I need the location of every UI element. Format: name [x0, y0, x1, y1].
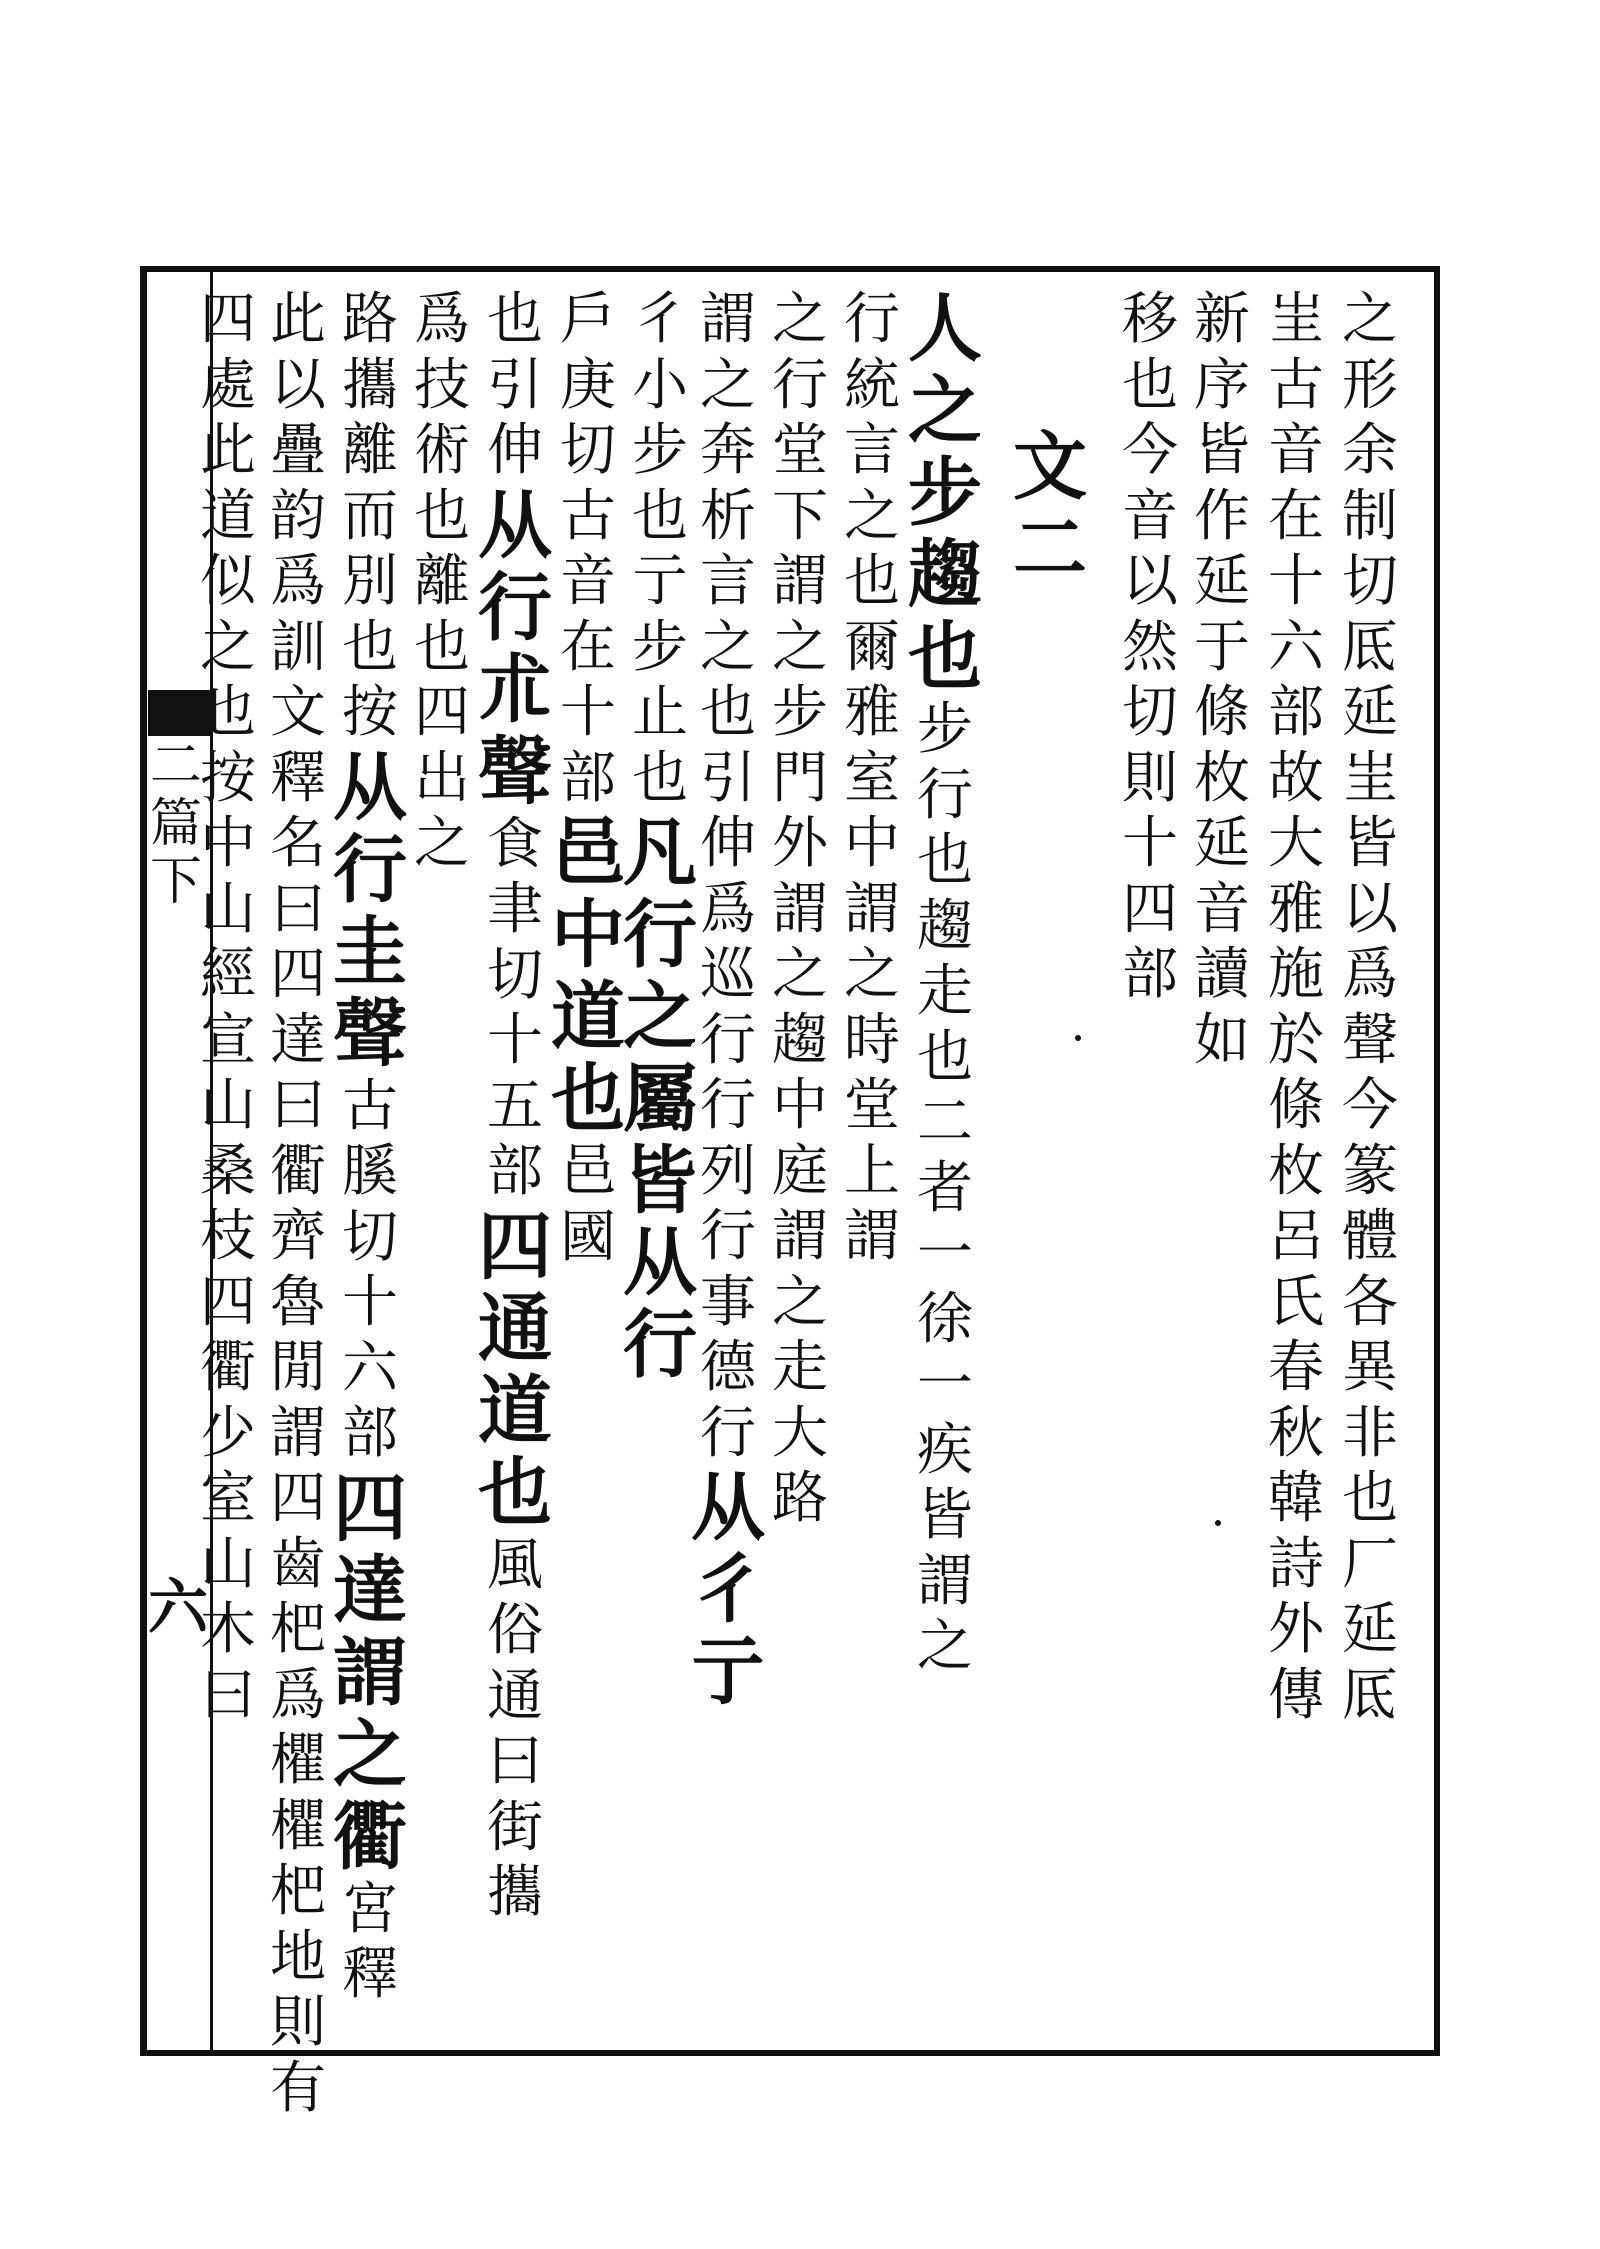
commentary-segment: 行 統 言 之 也 爾 雅 室 中 謂 之 時 堂 上 謂	[844, 287, 900, 1269]
commentary-segment: 步 行 也 趨 走 也 二 者 一 徐 一 疾 皆 謂 之	[917, 697, 973, 1679]
commentary-segment: 邑 國	[560, 1139, 616, 1270]
commentary-segment: 此 以 疊 韵 爲 訓	[270, 287, 326, 680]
commentary-segment: 風 俗 通 曰 街 攜	[487, 1532, 543, 1925]
text-column	[834, 287, 910, 1275]
text-column	[690, 287, 766, 1717]
commentary-segment: 也 引 伸	[487, 287, 543, 483]
chapter-char: 二	[150, 736, 203, 796]
commentary-segment: 移 也 今 音 以 然 切 則 十 四 部	[1122, 287, 1178, 1007]
headword-segment: 四 通 道 也	[478, 1203, 552, 1536]
chapter-char: 下	[150, 852, 203, 912]
headword-segment: 邑 中 道 也	[551, 810, 625, 1142]
headword-segment: 文 二	[1013, 424, 1087, 592]
commentary-segment: 按	[342, 680, 398, 745]
text-column	[1258, 287, 1334, 1733]
commentary-segment: 路 攜 離 而 別 也	[342, 287, 398, 680]
text-column	[404, 287, 480, 882]
text-column	[332, 287, 408, 2013]
commentary-segment: 之 行 堂 下 謂 之 步 門 外 謂 之 趨 中 庭 謂 之 走 大 路	[772, 287, 828, 1531]
headword-segment: 从 行 朮 聲	[478, 482, 552, 815]
text-column	[190, 287, 266, 1733]
commentary-segment: 四 處 此 道 似 之 也 按 中 山 經 宣 山 桑 枝 四 衢 少 室 山 木 曰	[200, 287, 256, 1728]
commentary-segment: 文 釋 名 曰 四 達 曰 衢 齊 魯 閒 謂 四 齒 杷 爲 欋 欋 杷 地 則 有	[270, 680, 326, 2121]
commentary-segment: 爲 技 術	[414, 287, 470, 483]
commentary-segment: 彳 小 步 也 亍 步 止 也	[632, 287, 688, 811]
commentary-segment: 謂 之 奔 析 言 之 也 引 伸 爲 巡 行 行 列 行 事 德 行	[700, 287, 756, 1466]
ink-dot	[1215, 1520, 1221, 1526]
commentary-segment: 之 形 余 制 切 厎 延 㞷 皆 以 爲 聲 今 篆 體 各 異 非 也 厂 延 厎	[1342, 287, 1398, 1728]
text-column	[1332, 287, 1408, 1733]
headword-segment: 从 行 圭 聲	[333, 744, 407, 1077]
text-column	[550, 287, 626, 1275]
chapter-char: 篇	[150, 794, 203, 854]
headword-segment: 凡 行 之 屬 皆 从 行	[623, 810, 697, 1388]
text-column	[1112, 287, 1188, 1013]
text-column	[762, 287, 838, 1537]
text-column	[260, 287, 336, 2126]
commentary-segment: 宮 釋	[342, 1876, 398, 2007]
headword-segment: 四 達 謂 之 衢	[333, 1465, 407, 1880]
text-column	[1012, 424, 1088, 594]
text-column	[622, 287, 698, 1390]
text-column	[907, 286, 983, 1685]
headword-segment: 人 之 步 趨 也	[908, 286, 982, 700]
commentary-segment: 戶 庚 切 古 音 在 十 部	[560, 287, 616, 811]
text-column	[1184, 287, 1260, 1078]
commentary-segment: 新 序 皆 作 延 于 條 枚 延 音 讀 如	[1194, 287, 1250, 1073]
commentary-segment: 食 聿 切 十 五 部	[487, 811, 543, 1204]
commentary-segment: 㞷 古 音 在 十 六 部 故 大 雅 施 於 條 枚 呂 氏 春 秋 韓 詩 外 傳	[1268, 287, 1324, 1728]
commentary-segment: 古 膎 切 十 六 部	[342, 1073, 398, 1466]
page-number: 六	[148, 1573, 208, 1643]
ink-dot	[1075, 1035, 1081, 1041]
commentary-segment: 也 離 也 四 出 之	[414, 483, 470, 876]
text-column	[477, 287, 553, 1931]
headword-segment: 从 彳 亍	[691, 1465, 765, 1715]
